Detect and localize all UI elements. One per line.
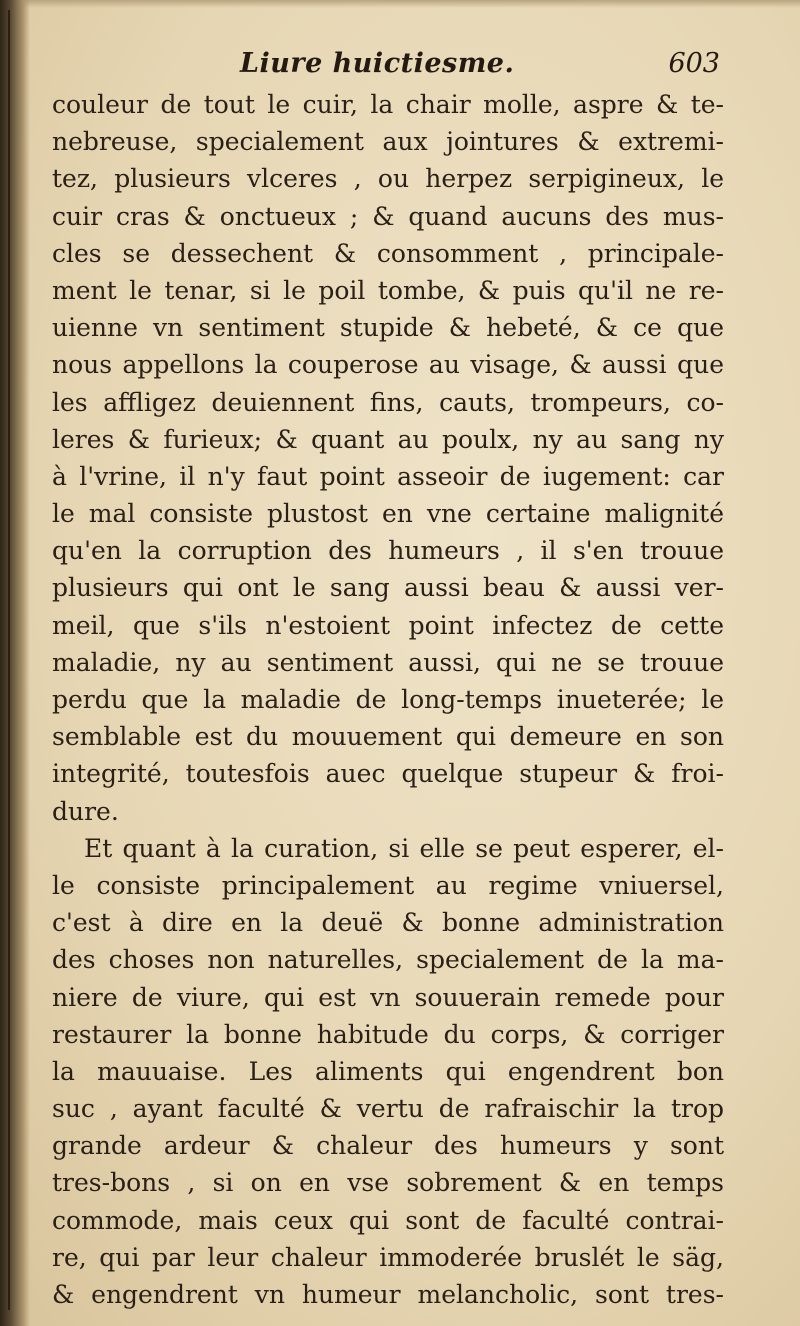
text-line: leres & furieux; & quant au poulx, ny au sang ny	[52, 424, 724, 454]
text-line: la mauuaise. Les aliments qui engendrent bon	[52, 1056, 724, 1086]
text-line: cuir cras & onctueux ; & quand aucuns des mus-	[52, 201, 724, 231]
text-line: nous appellons la couperose au visage, & aussi que	[52, 350, 724, 380]
text-line: meil, que s'ils n'estoient point infectez de cette	[52, 610, 724, 640]
text-line: integrité, toutesfois auec quelque stupeur & froi-	[52, 759, 724, 789]
binding-gutter	[0, 0, 30, 1326]
text-line: tez, plusieurs vlceres , ou herpez serpigineux, le	[52, 164, 724, 194]
text-line: le mal consiste plustost en vne certaine malignité	[52, 499, 724, 529]
page-number: 603	[668, 48, 720, 79]
text-line: restaurer la bonne habitude du corps, & corriger	[52, 1019, 724, 1049]
text-line: tres-bons , si on en vse sobrement & en temps	[52, 1168, 724, 1198]
running-head: Liure huictiesme.	[240, 48, 515, 79]
text-line: niere de viure, qui est vn souuerain remede pour	[52, 982, 724, 1012]
text-line: qu'en la corruption des humeurs , il s'en trouue	[52, 536, 724, 566]
page-top-edge	[0, 0, 800, 8]
text-line: cles se dessechent & consomment , principale-	[52, 238, 724, 268]
text-line: semblable est du mouuement qui demeure en son	[52, 722, 724, 752]
text-line: c'est à dire en la deuë & bonne administration	[52, 908, 724, 938]
text-line: couleur de tout le cuir, la chair molle, aspre & te-	[52, 90, 724, 119]
text-line: des choses non naturelles, specialement de la ma-	[52, 945, 724, 975]
text-line: uienne vn sentiment stupide & hebeté, & ce que	[52, 313, 724, 343]
text-line: & engendrent vn humeur melancholic, sont tres-	[52, 1280, 724, 1309]
text-line: plusieurs qui ont le sang aussi beau & aussi ver-	[52, 573, 724, 603]
text-line: les affligez deuiennent fins, cauts, trompeurs, co-	[52, 387, 724, 417]
page-header	[40, 46, 720, 86]
binding-rule	[8, 10, 10, 1310]
text-line: à l'vrine, il n'y faut point asseoir de iugement: car	[52, 461, 724, 491]
text-line: suc , ayant faculté & vertu de rafraischir la trop	[52, 1094, 724, 1124]
text-line: ment le tenar, si le poil tombe, & puis qu'il ne re-	[52, 275, 724, 305]
text-line: le consiste principalement au regime vniuersel,	[52, 870, 724, 900]
text-line: re, qui par leur chaleur immoderée bruslét le säg,	[52, 1242, 724, 1272]
body-text	[52, 86, 724, 1313]
text-line: maladie, ny au sentiment aussi, qui ne se trouue	[52, 647, 724, 677]
text-line-paragraph-start: Et quant à la curation, si elle se peut esperer, el-	[84, 833, 724, 863]
text-line: grande ardeur & chaleur des humeurs y sont	[52, 1131, 724, 1161]
text-line: nebreuse, specialement aux jointures & extremi-	[52, 127, 724, 157]
text-line-paragraph-end: dure.	[52, 796, 119, 826]
text-line: perdu que la maladie de long-temps inueterée; le	[52, 685, 724, 714]
text-line: commode, mais ceux qui sont de faculté contrai-	[52, 1205, 724, 1235]
